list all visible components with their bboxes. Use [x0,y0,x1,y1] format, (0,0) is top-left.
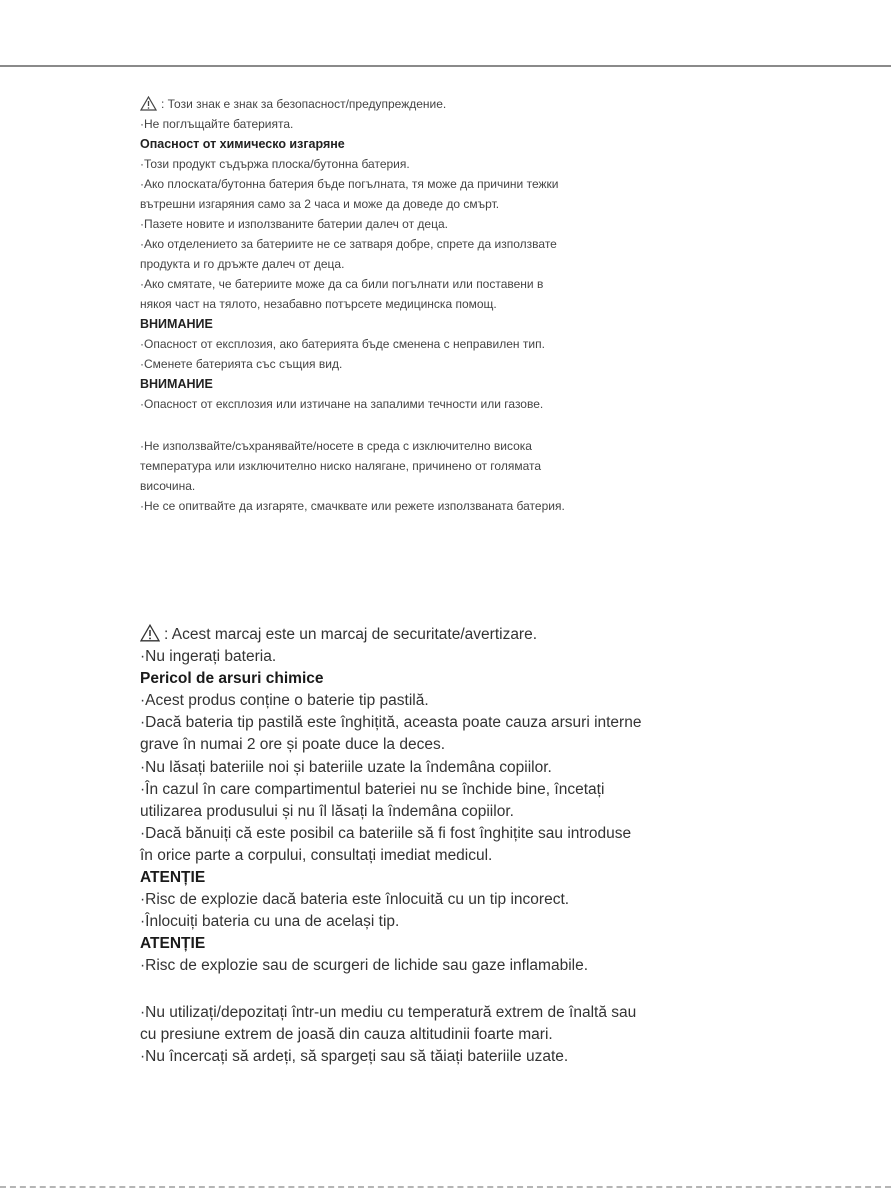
ro-keep-away: ·Nu lăsați bateriile noi și bateriile uzate la îndemâna copiilor. [140,758,552,776]
warning-triangle-icon [140,96,157,111]
bg-keep-away: ·Пазете новите и използваните батерии далеч от деца. [140,217,448,231]
ro-medical-line-2: în orice parte a corpului, consultați imediat medicul. [140,846,493,864]
bg-symbol-line [140,94,740,114]
romanian-warnings [140,624,740,1068]
ro-symbol-note: : Acest marcaj este un marcaj de securitate/avertizare. [164,626,538,643]
ro-spacer [140,978,740,1002]
bg-caution-heading-1: ВНИМАНИЕ [140,317,213,331]
warning-triangle-icon [140,624,160,642]
bg-environment-line-3: височина. [140,479,196,493]
bg-swallowed-line-2: вътрешни изгаряния само за 2 часа и може да доведе до смърт. [140,197,500,211]
bg-burn: ·Не се опитвайте да изгаряте, смачквате или режете използваната батерия. [140,499,565,513]
bg-contains-battery: ·Този продукт съдържа плоска/бутонна батерия. [140,157,410,171]
bg-swallowed-line-1: ·Ако плоската/бутонна батерия бъде погълната, тя може да причини тежки [140,177,559,191]
bulgarian-warnings [140,94,740,516]
bg-compartment-line-2: продукта и го дръжте далеч от деца. [140,257,345,271]
bg-medical-line-2: някоя част на тялото, незабавно потърсете медицинска помощ. [140,297,497,311]
ro-wrong-type: ·Risc de explozie dacă bateria este înlocuită cu un tip incorect. [140,891,570,909]
ro-leak: ·Risc de explozie sau de scurgeri de lichide sau gaze inflamabile. [140,957,589,975]
header-rule [0,65,891,67]
ro-swallowed-line-2: grave în numai 2 ore și poate duce la deces. [140,736,446,754]
ro-contains-battery: ·Acest produs conține o baterie tip pastilă. [140,692,429,710]
ro-caution-heading-2: ATENȚIE [140,935,206,953]
bg-compartment-line-1: ·Ако отделението за батериите не се затваря добре, спрете да използвате [140,237,557,251]
bg-spacer [140,414,740,436]
bg-leak: ·Опасност от експлозия или изтичане на запалими течности или газове. [140,397,544,411]
bg-environment-line-2: температура или изключително ниско налягане, причинено от голямата [140,459,542,473]
ro-hazard-heading: Pericol de arsuri chimice [140,670,324,688]
ro-swallowed-line-1: ·Dacă bateria tip pastilă este înghițită, aceasta poate cauza arsuri interne [140,714,642,732]
bg-dont-swallow: ·Не поглъщайте батерията. [140,117,294,131]
ro-dont-swallow: ·Nu ingerați bateria. [140,648,277,666]
bg-hazard-heading: Опасност от химическо изгаряне [140,137,345,151]
bg-medical-line-1: ·Ако смятате, че батериите може да са били погълнати или поставени в [140,277,544,291]
bg-symbol-note: : Този знак е знак за безопасност/предупреждение. [161,97,447,111]
ro-compartment-line-1: ·În cazul în care compartimentul bateriei nu se închide bine, încetați [140,780,605,798]
ro-environment-line-2: cu presiune extrem de joasă din cauza altitudinii foarte mari. [140,1025,553,1043]
ro-burn: ·Nu încercați să ardeți, să spargeți sau să tăiați bateriile uzate. [140,1047,569,1065]
ro-same-type: ·Înlocuiți bateria cu una de același tip. [140,913,400,931]
bg-environment-line-1: ·Не използвайте/съхранявайте/носете в среда с изключително висока [140,439,532,453]
bg-wrong-type: ·Опасност от експлозия, ако батерията бъде сменена с неправилен тип. [140,337,545,351]
ro-caution-heading-1: ATENȚIE [140,869,206,887]
bg-caution-heading-2: ВНИМАНИЕ [140,377,213,391]
ro-compartment-line-2: utilizarea produsului și nu îl lăsați la îndemâna copiilor. [140,802,514,820]
footer-dashed-rule [0,1186,891,1188]
ro-symbol-line [140,624,740,646]
ro-medical-line-1: ·Dacă bănuiți că este posibil ca bateriile să fi fost înghițite sau introduse [140,824,632,842]
ro-environment-line-1: ·Nu utilizați/depozitați într-un mediu cu temperatură extrem de înaltă sau [140,1003,637,1021]
bg-same-type: ·Сменете батерията със същия вид. [140,357,343,371]
